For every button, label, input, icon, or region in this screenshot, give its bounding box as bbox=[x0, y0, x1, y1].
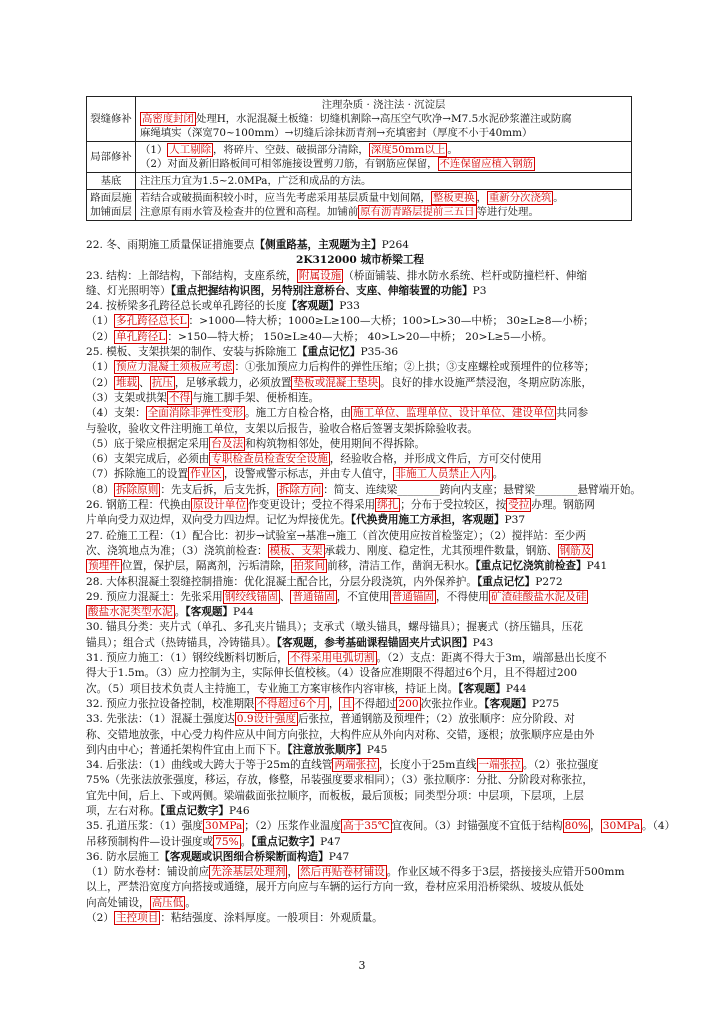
text-run: （2） bbox=[86, 376, 114, 389]
highlight-box: 专职检查员检查安全设施 bbox=[211, 453, 328, 466]
row-text: 等进行处理。 bbox=[476, 206, 539, 218]
text-line bbox=[86, 697, 634, 712]
text-run: 得大于1.5m。（3）应力控制为主，实际伸长值校核。（4）设备应准期限不得超过6个月，且不得超过200 bbox=[86, 667, 578, 680]
text-run: ，长度小于25m直线 bbox=[378, 759, 477, 772]
row-content bbox=[136, 190, 632, 221]
row-text: 若结合或破损面积较小时，应当先考虑采用基层质量中划间隔， bbox=[140, 192, 431, 204]
text-line bbox=[86, 728, 634, 743]
highlight-box: 普通锚固 bbox=[292, 590, 335, 603]
row-text: 。 bbox=[447, 144, 458, 156]
text-line bbox=[86, 467, 634, 482]
text-run: 缝、灯光照明等） bbox=[86, 284, 171, 297]
text-line bbox=[86, 575, 634, 590]
highlight-box: 先涂基层处理剂 bbox=[211, 866, 286, 879]
text-run: ：粘结强度、涂料厚度。一般项目：外观质量。 bbox=[160, 912, 383, 925]
text-run: 。施工方自检合格，由 bbox=[245, 407, 351, 420]
text-run: 次张拉作业。 bbox=[420, 697, 485, 710]
text-run: ：简支、连续梁________跨向内支座；悬臂梁________悬臂端开始。 bbox=[323, 483, 642, 496]
table-row bbox=[87, 97, 632, 142]
highlight-box: 80% bbox=[564, 820, 589, 833]
text-run: 25. 模板、支架拱架的制作、安装与拆除施工 bbox=[86, 346, 297, 359]
text-run: （1）防水卷材：铺设前应 bbox=[86, 866, 210, 879]
text-run: 。（4） bbox=[642, 820, 676, 833]
text-line bbox=[86, 406, 634, 421]
text-run: ，设警戒警示标志，并由专人值守， bbox=[223, 468, 394, 481]
text-run: 29. 预应力混凝土：先张采用 bbox=[86, 590, 223, 603]
row-text: 注意原有雨水管及检查井的位置和高程。加铺前 bbox=[140, 206, 359, 218]
text-line bbox=[86, 544, 634, 559]
bold-note: 【侧重路基，主观题为主】 bbox=[254, 239, 382, 251]
highlight-box: 施工单位、监理单位、设计单位、建设单位 bbox=[353, 407, 555, 420]
row-text: ，将碎片、空鼓、破损部分清除， bbox=[212, 144, 369, 156]
text-run: P264 bbox=[381, 239, 410, 251]
bold-note: 【客观题，参考基础课程锚固夹片式识图】 bbox=[276, 636, 473, 649]
highlight-box: 附属设施 bbox=[298, 269, 342, 282]
text-run: 后张拉，普通钢筋及预埋件；（2）放张顺序：应分阶段、对 bbox=[298, 713, 575, 726]
text-run: 。 bbox=[174, 606, 186, 619]
row-label: 基底 bbox=[87, 173, 136, 190]
text-line bbox=[86, 238, 634, 253]
text-line bbox=[86, 437, 634, 452]
highlight-box: 整板更换 bbox=[432, 192, 475, 204]
text-line bbox=[86, 360, 634, 375]
text-run: 承载力、刚度、稳定性，尤其预埋件数量，钢筋、 bbox=[324, 544, 558, 557]
table-row bbox=[87, 142, 632, 173]
text-run: 与施工脚手架、便桥相连。 bbox=[192, 391, 320, 404]
row-text: 注注压力宜为1.5~2.0MPa，广泛和成品的方法。 bbox=[136, 173, 632, 190]
highlight-box: 绑扎 bbox=[377, 499, 399, 512]
highlight-box: 钢筋及 bbox=[559, 544, 592, 557]
highlight-box: 抗压 bbox=[151, 376, 173, 389]
text-run: 75%（先张法放张强度，移运，存放，修整，吊装强度要求相同）；（3）张拉顺序：分批、分阶段对称张拉， bbox=[86, 774, 593, 787]
text-run: （4）支架： bbox=[86, 407, 146, 420]
text-run: 23. 结构：上部结构，下部结构，支座系统， bbox=[86, 269, 297, 282]
highlight-box: 高密度封闭 bbox=[142, 113, 194, 125]
highlight-box: 拆除方向 bbox=[278, 483, 322, 496]
text-run: 位置，保护层，隔离剂，污垢清除， bbox=[121, 560, 292, 573]
highlight-box: 原设计单位 bbox=[192, 499, 246, 512]
bold-note: 【客观题】 bbox=[484, 697, 532, 710]
text-line bbox=[86, 498, 634, 513]
highlight-box: 一端张拉 bbox=[478, 759, 521, 772]
text-line bbox=[86, 269, 634, 284]
text-run: P33 bbox=[339, 300, 360, 313]
text-line bbox=[86, 911, 634, 926]
highlight-box: 原有沥青路层提前三五日 bbox=[360, 206, 475, 218]
highlight-box: 高于35℃ bbox=[343, 820, 390, 833]
text-run: 。 bbox=[185, 896, 196, 909]
text-run: P47 bbox=[328, 850, 350, 863]
highlight-box: 酸盐水泥类型水泥 bbox=[88, 606, 173, 619]
row-text: ， bbox=[476, 192, 487, 204]
text-run: ， bbox=[328, 697, 340, 710]
text-line bbox=[86, 636, 634, 651]
text-run: 。良好的排水设施严禁浸泡，冬期应防冻胀， bbox=[380, 376, 593, 389]
text-line bbox=[86, 789, 634, 804]
text-run: 。（2）支点：距离不得大于3m，端部悬出长度不 bbox=[376, 652, 607, 665]
text-run: （1） bbox=[86, 361, 114, 374]
text-run: 次。（5）项目技术负责人主持施工，专业施工方案审核作内容审核，持证上岗。 bbox=[86, 682, 459, 695]
highlight-box: 钢绞线锚固 bbox=[224, 590, 278, 603]
text-line bbox=[86, 590, 634, 605]
bold-note: 【重点记数字】 bbox=[160, 804, 230, 817]
text-run: P35-36 bbox=[360, 346, 399, 359]
text-line bbox=[86, 712, 634, 727]
text-line bbox=[86, 314, 634, 329]
text-run: （2） bbox=[86, 330, 114, 343]
highlight-box: 200 bbox=[398, 697, 419, 710]
highlight-box: 非施工人员禁止入内 bbox=[395, 468, 491, 481]
text-line bbox=[86, 513, 634, 528]
text-run: ；（2）压浆作业温度 bbox=[244, 820, 342, 833]
text-run: 36. 防水层施工 bbox=[86, 850, 160, 863]
highlight-box: 30MPa bbox=[205, 820, 243, 833]
highlight-box: 重新分次浇筑 bbox=[488, 192, 552, 204]
text-run: ， bbox=[287, 866, 299, 879]
highlight-box: 模板、支架 bbox=[269, 544, 323, 557]
text-run: ：①张加预应力后构件的弹性压缩；②上拱；③支座螺栓或预埋件的位移等； bbox=[234, 361, 595, 374]
text-line bbox=[86, 896, 634, 911]
text-line bbox=[86, 605, 634, 620]
text-run: 向高处铺设， bbox=[86, 896, 150, 909]
text-line bbox=[86, 483, 642, 498]
bold-note: 【重点记忆浇筑前检查】 bbox=[475, 560, 587, 573]
text-run: 26. 钢筋工程：代换由 bbox=[86, 499, 191, 512]
text-line bbox=[86, 804, 634, 819]
text-run: P43 bbox=[472, 636, 494, 649]
highlight-box: 预应力混凝土须板应考虑 bbox=[115, 361, 233, 374]
text-run: 28. 大体积混凝土裂缝控制措施：优化混凝土配合比，分层分段浇筑，内外保养护。 bbox=[86, 575, 477, 588]
row-text: 。 bbox=[553, 192, 564, 204]
text-run: P45 bbox=[366, 743, 388, 756]
text-run: 宜夜间。（3）封锚强度不宜低于结构 bbox=[391, 820, 563, 833]
highlight-box: 不得 bbox=[168, 391, 191, 404]
text-line bbox=[86, 330, 634, 345]
text-line bbox=[86, 376, 634, 391]
text-run: ；分布于受拉较区，按 bbox=[400, 499, 507, 512]
text-run: ：>150—特大桥； 150≥L≥40—大桥； 40>L>20—中桥； 20>L≥5—小桥。 bbox=[167, 330, 553, 343]
text-run: P275 bbox=[531, 697, 560, 710]
bold-note: 【重点记忆】 bbox=[296, 346, 361, 359]
bold-note: 【客观题】 bbox=[286, 300, 340, 313]
highlight-box: 台及法 bbox=[211, 437, 244, 450]
highlight-box: 预埋件 bbox=[88, 560, 120, 573]
highlight-box: 作业区 bbox=[190, 468, 222, 481]
text-line bbox=[86, 850, 634, 865]
text-run: 30. 锚具分类：夹片式（单孔、多孔夹片锚具）；支承式（墩头锚具，螺母锚具）；握裹式（挤压锚具，压花 bbox=[86, 621, 583, 634]
highlight-box: 人工剔除 bbox=[169, 144, 211, 156]
table-row bbox=[87, 190, 632, 221]
text-run: （7）拆除施工的设置 bbox=[86, 468, 189, 481]
text-run: 2K312000 城市桥梁工程 bbox=[295, 254, 425, 267]
text-run: （2） bbox=[86, 912, 114, 925]
text-run: P3 bbox=[472, 284, 487, 297]
text-line bbox=[86, 529, 634, 544]
text-run: ，不得使用 bbox=[436, 590, 489, 603]
highlight-box: 且 bbox=[341, 697, 353, 710]
text-run: 34. 后张法：（1）曲线或大跨大于等于25m的直线管 bbox=[86, 759, 333, 772]
text-line bbox=[86, 835, 634, 850]
text-run: 22. 冬、雨期施工质量保证措施要点 bbox=[86, 239, 255, 251]
page-number: 3 bbox=[358, 959, 366, 972]
text-line bbox=[86, 452, 634, 467]
row-heading: 注理杂质 · 浇注法 · 沉淀层 bbox=[321, 99, 446, 111]
text-run: 作变更设计；受拉不得采用 bbox=[247, 499, 376, 512]
text-run: 32. 预应力张拉设备控制，校准期限 bbox=[86, 697, 255, 710]
text-line bbox=[86, 758, 634, 773]
highlight-box: 拍浆间 bbox=[293, 560, 326, 573]
text-run: P44 bbox=[233, 606, 254, 619]
highlight-box: 两端张拉 bbox=[334, 759, 377, 772]
highlight-box: 不得超过6个月 bbox=[256, 697, 327, 710]
text-run: 、 bbox=[279, 590, 291, 603]
text-line bbox=[86, 345, 634, 360]
text-run: P41 bbox=[586, 560, 608, 573]
bold-note: 【客观题或识图细合桥梁断面构造】 bbox=[159, 850, 329, 863]
text-run: 片单向受力双边焊，双向受力四边焊。记忆为焊接优先。 bbox=[86, 514, 351, 527]
text-run: 。作业区域不得多于3层，搭接接头应错开500mm bbox=[386, 866, 625, 879]
text-line bbox=[86, 819, 676, 834]
text-run: 到内由中心；普通托架构件宜由上而下下。 bbox=[86, 743, 288, 756]
text-line bbox=[86, 880, 634, 895]
text-run: 与验收，验收文件注明施工单位，支架以后报告，验收合格后签署支架拆除验收表。 bbox=[86, 422, 478, 435]
repair-methods-table bbox=[86, 96, 632, 221]
text-line bbox=[86, 666, 634, 681]
highlight-box: 普通锚固 bbox=[391, 590, 435, 603]
text-run: ：先支后拆，后支先拆， bbox=[160, 483, 277, 496]
text-line bbox=[86, 559, 634, 574]
bold-note: 【代换费用施工方承担，客观题】 bbox=[350, 514, 505, 527]
text-run: 宜先中间，后上、下或两侧。梁端截面张拉顺序，而板板，最后顶板；同类型分项：中层项，下层项，上层 bbox=[86, 789, 584, 802]
text-line bbox=[86, 253, 634, 268]
highlight-box: 拆除原则 bbox=[115, 483, 159, 496]
text-run: 共同参 bbox=[556, 407, 589, 420]
highlight-box: 堆载 bbox=[115, 376, 138, 389]
table-row bbox=[87, 173, 632, 190]
text-run: 称、交错地放张，中心受力构件应从中间方向张拉，大构件应从外向内对称、交错，逐根；放张顺序应是由外 bbox=[86, 728, 595, 741]
row-text: 处理H，水泥混凝土板缝：切缝机割除→高压空气吹净→M7.5水泥砂浆灌注或防腐 bbox=[195, 113, 572, 125]
bold-note: 【重点记数字】 bbox=[251, 835, 321, 848]
row-label: 路面层施加铺面层 bbox=[87, 190, 136, 221]
highlight-box: 垫板或混凝土垫块 bbox=[293, 376, 379, 389]
highlight-box: 不得采用电弧切割 bbox=[289, 652, 375, 665]
bold-note: 【重点把握结构识图，另特别注意桥台、支座、伸缩装置的功能】 bbox=[170, 284, 473, 297]
text-run: 以上，严禁沿宽度方向搭接或通缝，展开方向应与车辆的运行方向一致，卷材应采用沿桥梁纵、坡坡从低处 bbox=[86, 881, 584, 894]
row-text: （2）对面及新旧路板间可相邻施接设置剪刀筋，有钢筋应保留， bbox=[140, 158, 438, 170]
text-run: 27. 砼施工工程：（1）配合比：初步→试验室→基准→施工（首次使用应按首检鉴定）；（2）搅拌站：至少两 bbox=[86, 529, 586, 542]
text-run: ：>1000—特大桥；1000≥L≥100—大桥；100>L>30—中桥； 30≥L≥8—小桥； bbox=[188, 315, 594, 328]
bold-note: 【重点记忆】 bbox=[477, 575, 536, 588]
text-run: 31. 预应力施工：（1）钢绞线断料切断后， bbox=[86, 652, 288, 665]
text-run: 次、浇筑地点为准；（3）浇筑前检查： bbox=[86, 544, 268, 557]
text-run: P47 bbox=[320, 835, 341, 848]
highlight-box: 深度50mm以上 bbox=[370, 144, 446, 156]
highlight-box: 0.9设计强度 bbox=[236, 713, 297, 726]
highlight-box: 矿渣硅酸盐水泥及硅 bbox=[491, 590, 587, 603]
text-run: 24. 按桥梁多孔跨径总长或单孔跨径的长度 bbox=[86, 300, 287, 313]
text-run: 、 bbox=[139, 376, 150, 389]
bold-note: 【客观题】 bbox=[185, 606, 234, 619]
text-run: ， bbox=[590, 820, 601, 833]
text-run: P44 bbox=[505, 682, 527, 695]
row-text: （1） bbox=[140, 144, 168, 156]
row-label: 局部修补 bbox=[87, 142, 136, 173]
bold-note: 【注意放张顺序】 bbox=[287, 743, 367, 756]
text-line bbox=[86, 299, 634, 314]
text-run: 吊移预制构件—设计强度或 bbox=[86, 835, 214, 848]
text-run: （8） bbox=[86, 483, 114, 496]
text-line bbox=[86, 865, 634, 880]
text-run: （3）支架或拱架 bbox=[86, 391, 167, 404]
text-line bbox=[86, 682, 634, 697]
text-run: ，经验收合格，并形成文件后，方可交付使用 bbox=[329, 453, 542, 466]
text-line bbox=[86, 620, 634, 635]
text-line bbox=[86, 391, 634, 406]
text-run: 锚具）；组合式（热铸锚具，冷铸锚具）。 bbox=[86, 636, 277, 649]
text-run: 项，左右对称。 bbox=[86, 804, 161, 817]
text-run: P272 bbox=[535, 575, 563, 588]
row-content bbox=[136, 97, 632, 142]
highlight-box: 全面消除非弹性变形 bbox=[147, 407, 244, 420]
text-run: （1） bbox=[86, 315, 114, 328]
text-run: 。 bbox=[492, 468, 504, 481]
highlight-box: 主控项目 bbox=[115, 912, 159, 925]
text-run: （桥面铺装、排水防水系统、栏杆或防撞栏杆、伸缩 bbox=[343, 269, 587, 282]
text-line bbox=[86, 743, 634, 758]
row-content bbox=[136, 142, 632, 173]
text-run: 35. 孔道压浆：（1）强度 bbox=[86, 820, 203, 833]
highlight-box: 高压低 bbox=[151, 896, 184, 909]
highlight-box: 受拉 bbox=[508, 499, 530, 512]
text-run: （6）支架完成后，必须由 bbox=[86, 453, 210, 466]
text-line bbox=[86, 422, 634, 437]
text-run: （5）底于梁应根据定采用 bbox=[86, 437, 210, 450]
row-text: 麻绳填实（深宽70~100mm）→切缝后涂抹沥青剂→充填密封（厚度不小于40mm） bbox=[140, 127, 533, 139]
highlight-box: 30MPa bbox=[602, 820, 641, 833]
text-line bbox=[86, 773, 634, 788]
row-label: 裂缝修补 bbox=[87, 97, 136, 142]
text-run: 33. 先张法：（1）混凝土强度达 bbox=[86, 713, 235, 726]
text-run: ，足够承载力，必须放置 bbox=[174, 376, 292, 389]
highlight-box: 然后再贴卷材铺设 bbox=[300, 866, 385, 879]
text-run: 和构筑物相邻处，使用期间不得拆除。 bbox=[245, 437, 426, 450]
highlight-box: 多孔跨径总长L bbox=[115, 315, 187, 328]
text-run: P37 bbox=[504, 514, 526, 527]
text-run: P46 bbox=[229, 804, 250, 817]
text-run: 前移，清洁工作，凿润无积水。 bbox=[327, 560, 476, 573]
highlight-box: 75% bbox=[215, 835, 239, 848]
text-run: 。 bbox=[240, 835, 252, 848]
highlight-box: 不连保留应植入钢筋 bbox=[439, 158, 534, 170]
text-run: 不得超过 bbox=[354, 697, 397, 710]
highlight-box: 单孔跨径L bbox=[115, 330, 166, 343]
text-run: 。（2）张拉强度 bbox=[522, 759, 599, 772]
text-run: ，不宜使用 bbox=[336, 590, 390, 603]
text-run: 办理。钢筋网 bbox=[531, 499, 595, 512]
bold-note: 【客观题】 bbox=[458, 682, 506, 695]
text-line bbox=[86, 284, 634, 299]
text-line bbox=[86, 651, 634, 666]
notes-body bbox=[86, 238, 676, 926]
